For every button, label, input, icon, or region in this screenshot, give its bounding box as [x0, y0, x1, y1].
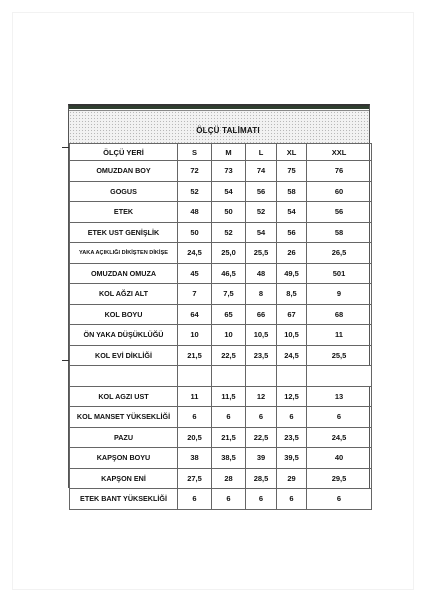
size-value-cell: 46,5 [212, 263, 246, 284]
size-value-cell: 65 [212, 304, 246, 325]
size-value-cell: 10,5 [246, 325, 277, 346]
sheet-top-strip [69, 106, 369, 109]
size-value-cell: 38 [178, 448, 212, 469]
table-row-blank [70, 366, 372, 387]
size-chart-sheet [68, 104, 370, 504]
size-value-cell: 52 [246, 202, 277, 223]
table-header-row [70, 144, 372, 161]
size-value-cell: 27,5 [178, 468, 212, 489]
row-label: OMUZDAN BOY [70, 161, 178, 182]
size-value-cell: 48 [178, 202, 212, 223]
row-label: ETEK UST GENİŞLİK [70, 222, 178, 243]
size-value-cell: 58 [307, 222, 372, 243]
size-value-cell: 6 [178, 489, 212, 510]
size-value-cell: 40 [307, 448, 372, 469]
size-value-cell: 68 [307, 304, 372, 325]
size-value-cell: 11 [178, 386, 212, 407]
row-label: KOL BOYU [70, 304, 178, 325]
size-value-cell: 56 [277, 222, 307, 243]
header-cell-size: XXL [307, 144, 372, 161]
size-value-cell: 56 [307, 202, 372, 223]
sheet-title-box [69, 110, 369, 144]
row-label: YAKA AÇIKLIĞI DİKİŞTEN DİKİŞE [70, 243, 178, 264]
size-value-cell: 38,5 [212, 448, 246, 469]
size-value-cell: 39,5 [277, 448, 307, 469]
size-table [69, 143, 372, 510]
size-value-cell: 13 [307, 386, 372, 407]
row-label [70, 366, 178, 387]
table-row [70, 202, 372, 223]
size-value-cell: 23,5 [277, 427, 307, 448]
header-cell-measure: ÖLÇÜ YERİ [70, 144, 178, 161]
size-value-cell: 29,5 [307, 468, 372, 489]
size-value-cell: 52 [178, 181, 212, 202]
size-value-cell: 25,5 [307, 345, 372, 366]
row-label: KOL MANSET YÜKSEKLİĞİ [70, 407, 178, 428]
table-row [70, 386, 372, 407]
size-value-cell: 76 [307, 161, 372, 182]
table-row [70, 468, 372, 489]
row-label: ÖN YAKA DÜŞÜKLÜĞÜ [70, 325, 178, 346]
sheet-title: ÖLÇÜ TALİMATI [196, 125, 260, 135]
size-value-cell: 73 [212, 161, 246, 182]
size-value-cell: 9 [307, 284, 372, 305]
header-cell-size: L [246, 144, 277, 161]
row-label: PAZU [70, 427, 178, 448]
size-value-cell: 49,5 [277, 263, 307, 284]
size-value-cell: 6 [212, 489, 246, 510]
margin-mark [62, 360, 69, 361]
size-value-cell: 21,5 [212, 427, 246, 448]
size-value-cell: 64 [178, 304, 212, 325]
row-label: KOL AGZI UST [70, 386, 178, 407]
row-label: KAPŞON BOYU [70, 448, 178, 469]
size-value-cell: 22,5 [212, 345, 246, 366]
size-value-cell: 66 [246, 304, 277, 325]
size-value-cell: 6 [307, 407, 372, 428]
table-row [70, 263, 372, 284]
size-value-cell: 11 [307, 325, 372, 346]
size-value-cell: 54 [277, 202, 307, 223]
size-value-cell: 22,5 [246, 427, 277, 448]
size-value-cell: 56 [246, 181, 277, 202]
size-value-cell: 75 [277, 161, 307, 182]
size-value-cell: 6 [307, 489, 372, 510]
size-value-cell: 12,5 [277, 386, 307, 407]
size-value-cell: 28,5 [246, 468, 277, 489]
size-value-cell: 50 [212, 202, 246, 223]
table-row [70, 448, 372, 469]
size-value-cell: 7 [178, 284, 212, 305]
size-value-cell: 11,5 [212, 386, 246, 407]
table-row [70, 407, 372, 428]
table-row [70, 161, 372, 182]
size-value-cell: 26 [277, 243, 307, 264]
size-value-cell [178, 366, 212, 387]
row-label: ETEK [70, 202, 178, 223]
size-value-cell: 6 [246, 407, 277, 428]
size-value-cell: 23,5 [246, 345, 277, 366]
size-value-cell: 60 [307, 181, 372, 202]
size-value-cell: 24,5 [178, 243, 212, 264]
size-value-cell: 12 [246, 386, 277, 407]
row-label: OMUZDAN OMUZA [70, 263, 178, 284]
row-label: ETEK BANT YÜKSEKLİĞİ [70, 489, 178, 510]
size-value-cell: 26,5 [307, 243, 372, 264]
size-value-cell: 72 [178, 161, 212, 182]
size-value-cell: 28 [212, 468, 246, 489]
table-row [70, 304, 372, 325]
size-value-cell [307, 366, 372, 387]
row-label: KAPŞON ENİ [70, 468, 178, 489]
size-value-cell: 8 [246, 284, 277, 305]
size-value-cell [277, 366, 307, 387]
row-label: KOL AĞZI ALT [70, 284, 178, 305]
size-value-cell: 21,5 [178, 345, 212, 366]
size-value-cell: 24,5 [307, 427, 372, 448]
size-value-cell: 10,5 [277, 325, 307, 346]
table-row [70, 284, 372, 305]
margin-mark [62, 147, 69, 148]
size-value-cell: 25,0 [212, 243, 246, 264]
size-value-cell: 20,5 [178, 427, 212, 448]
size-value-cell: 6 [277, 489, 307, 510]
size-value-cell [212, 366, 246, 387]
table-row [70, 325, 372, 346]
header-cell-size: M [212, 144, 246, 161]
size-value-cell: 6 [178, 407, 212, 428]
table-row [70, 345, 372, 366]
size-value-cell: 50 [178, 222, 212, 243]
size-value-cell [246, 366, 277, 387]
size-value-cell: 10 [178, 325, 212, 346]
size-value-cell: 54 [212, 181, 246, 202]
size-value-cell: 54 [246, 222, 277, 243]
size-value-cell: 6 [277, 407, 307, 428]
table-row [70, 427, 372, 448]
size-value-cell: 39 [246, 448, 277, 469]
row-label: GOGUS [70, 181, 178, 202]
table-row [70, 243, 372, 264]
size-value-cell: 10 [212, 325, 246, 346]
size-value-cell: 67 [277, 304, 307, 325]
size-value-cell: 58 [277, 181, 307, 202]
table-row [70, 181, 372, 202]
header-cell-size: XL [277, 144, 307, 161]
size-value-cell: 48 [246, 263, 277, 284]
table-row [70, 222, 372, 243]
size-value-cell: 29 [277, 468, 307, 489]
size-value-cell: 52 [212, 222, 246, 243]
size-value-cell: 74 [246, 161, 277, 182]
table-row [70, 489, 372, 510]
size-value-cell: 6 [246, 489, 277, 510]
header-cell-size: S [178, 144, 212, 161]
size-value-cell: 25,5 [246, 243, 277, 264]
size-value-cell: 24,5 [277, 345, 307, 366]
size-value-cell: 501 [307, 263, 372, 284]
size-value-cell: 7,5 [212, 284, 246, 305]
size-value-cell: 6 [212, 407, 246, 428]
row-label: KOL EVİ DİKLİĞİ [70, 345, 178, 366]
size-value-cell: 45 [178, 263, 212, 284]
size-value-cell: 8,5 [277, 284, 307, 305]
